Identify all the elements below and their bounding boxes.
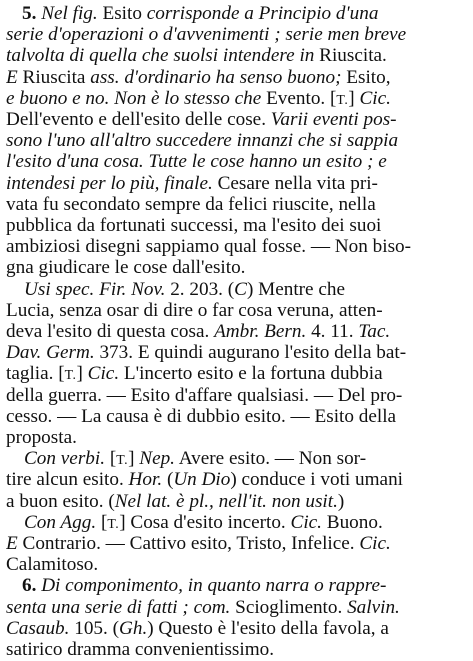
text-segment: ) bbox=[337, 490, 345, 512]
text-segment: T. bbox=[116, 452, 129, 468]
text-segment: vata fu secondato sempre da felici riuscite, nella bbox=[6, 193, 376, 215]
text-segment: 4. 11. bbox=[306, 321, 359, 342]
text-segment: ) conduce i voti umani bbox=[230, 469, 404, 491]
text-segment: Scioglimento. bbox=[230, 596, 348, 618]
text-segment: Buono. bbox=[321, 511, 383, 533]
text-segment: Cic. bbox=[87, 363, 120, 385]
text-segment: E bbox=[6, 533, 18, 554]
text-segment: T. bbox=[64, 367, 77, 383]
text-line bbox=[6, 66, 467, 89]
text-line bbox=[6, 193, 467, 216]
text-segment: 105. ( bbox=[69, 617, 119, 639]
text-segment: Hor. bbox=[128, 469, 163, 491]
text-segment: tire alcun esito. bbox=[6, 469, 129, 491]
text-segment: Cesare nella vita pri- bbox=[212, 172, 378, 194]
text-segment: Evento. [ bbox=[261, 87, 337, 109]
text-segment: 2. 203. ( bbox=[165, 278, 235, 300]
text-segment: Nel lat. è pl., nell'it. non usit. bbox=[114, 490, 338, 512]
text-segment: Riuscita bbox=[17, 66, 91, 88]
text-line bbox=[6, 468, 467, 491]
text-segment: corrisponde a Principio d'una bbox=[146, 3, 379, 24]
text-segment: Usi spec. Fir. Nov. bbox=[24, 278, 166, 300]
text-segment: e buono e no. Non è lo stesso che bbox=[6, 87, 262, 109]
text-segment: Cic. bbox=[359, 87, 391, 109]
text-line bbox=[6, 256, 467, 279]
text-segment: Cic. bbox=[290, 511, 322, 533]
text-segment: Esito bbox=[97, 3, 147, 24]
text-segment: cesso. — La causa è di dubbio esito. — Esito della bbox=[6, 405, 397, 427]
text-segment: 6. bbox=[22, 575, 42, 597]
text-line bbox=[22, 2, 467, 25]
text-line bbox=[6, 299, 467, 322]
text-line bbox=[6, 553, 467, 576]
text-line bbox=[6, 596, 467, 619]
text-segment: Casaub. bbox=[6, 617, 70, 639]
text-segment: ] bbox=[128, 448, 140, 470]
text-segment: ] bbox=[76, 363, 88, 385]
text-segment: Varii eventi pos- bbox=[270, 109, 397, 130]
text-segment: T. bbox=[107, 515, 120, 531]
text-segment: [ bbox=[96, 511, 108, 533]
text-segment: ) Mentre che bbox=[246, 278, 345, 300]
text-segment: ( bbox=[162, 469, 174, 491]
text-segment: C bbox=[234, 278, 247, 300]
text-segment: Lucia, senza osar di dire o far cosa veruna, atten- bbox=[6, 299, 383, 321]
text-segment: Calamitoso. bbox=[6, 554, 99, 576]
text-line bbox=[24, 511, 467, 534]
text-segment: Tac. bbox=[358, 321, 391, 342]
text-segment: [ bbox=[105, 448, 117, 470]
text-line bbox=[24, 447, 467, 470]
text-segment: taglia. [ bbox=[6, 363, 65, 385]
text-line bbox=[6, 108, 467, 131]
text-line bbox=[6, 320, 467, 343]
text-segment: a buon esito. ( bbox=[6, 490, 115, 512]
text-line bbox=[6, 384, 467, 407]
text-line bbox=[6, 490, 467, 513]
text-segment: deva l'esito di questa cosa. bbox=[6, 321, 215, 342]
text-segment: intendesi per lo più, finale. bbox=[6, 172, 213, 194]
text-segment: della guerra. — Esito d'affare qualsiasi. — Del pro- bbox=[6, 384, 403, 406]
text-line bbox=[6, 129, 467, 152]
text-segment: talvolta di quella che suolsi intendere in bbox=[6, 45, 315, 67]
text-segment: serie d'operazioni o d'avvenimenti ; serie men breve bbox=[6, 24, 407, 46]
text-segment: Un Dio bbox=[173, 469, 231, 491]
text-segment: pubblica da fortunati successi, ma l'esito dei suoi bbox=[6, 215, 382, 236]
text-segment: proposta. bbox=[6, 427, 77, 448]
text-segment: Contrario. — Cattivo esito, Tristo, Infelice. bbox=[17, 533, 360, 554]
text-line bbox=[6, 87, 467, 110]
text-line bbox=[6, 362, 467, 385]
text-line bbox=[6, 405, 467, 428]
text-segment: satirico dramma convenientissimo. bbox=[6, 639, 275, 660]
text-segment: L'incerto esito e la fortuna dubbia bbox=[119, 363, 383, 385]
text-segment: Con verbi. bbox=[24, 448, 106, 470]
text-segment: E bbox=[6, 66, 18, 88]
text-segment: Riuscita. bbox=[314, 45, 387, 67]
text-line bbox=[6, 214, 467, 237]
text-segment: Ambr. Bern. bbox=[214, 321, 307, 342]
text-segment: ] Cosa d'esito incerto. bbox=[119, 511, 291, 533]
text-segment: Gh. bbox=[119, 617, 148, 639]
text-segment: ambiziosi disegni sappiamo qual fosse. — Non biso- bbox=[6, 236, 412, 258]
text-segment: Dav. Germ. bbox=[6, 342, 95, 364]
text-segment: 373. E quindi augurano l'esito della bat- bbox=[94, 342, 407, 364]
text-line bbox=[6, 638, 467, 661]
text-segment: ass. d'ordinario ha senso buono; bbox=[90, 66, 342, 88]
text-line bbox=[6, 23, 467, 46]
text-segment: senta una serie di fatti ; com. bbox=[6, 596, 231, 618]
text-segment: ) Questo è l'esito della favola, a bbox=[147, 617, 389, 639]
text-line bbox=[22, 574, 467, 597]
text-segment: Salvin. bbox=[347, 596, 400, 618]
text-segment: Di componimento, in quanto narra o rappre- bbox=[41, 575, 387, 597]
text-segment: gna giudicare le cose dall'esito. bbox=[6, 257, 246, 279]
text-line bbox=[6, 426, 467, 449]
text-segment: 5. bbox=[22, 3, 42, 24]
text-line bbox=[6, 150, 467, 173]
text-line bbox=[6, 617, 467, 640]
text-line bbox=[6, 44, 467, 67]
text-segment: Con Agg. bbox=[24, 511, 97, 533]
text-segment: ] bbox=[348, 87, 360, 109]
text-line bbox=[6, 341, 467, 364]
text-segment: Avere esito. — Non sor- bbox=[174, 448, 367, 470]
text-segment: Cic. bbox=[359, 533, 391, 554]
text-segment: Nep. bbox=[139, 448, 175, 470]
text-line bbox=[6, 532, 467, 555]
text-segment: Nel fig. bbox=[41, 3, 98, 24]
text-segment: l'esito d'una cosa. Tutte le cose hanno un esito ; e bbox=[6, 151, 387, 173]
text-line bbox=[6, 172, 467, 195]
text-segment: T. bbox=[336, 91, 349, 107]
text-line bbox=[24, 278, 467, 301]
text-line bbox=[6, 235, 467, 258]
text-segment: sono l'uno all'altro succedere innanzi che si sappia bbox=[6, 130, 399, 152]
text-segment: Esito, bbox=[341, 66, 391, 88]
text-segment: Dell'evento e dell'esito delle cose. bbox=[6, 109, 271, 130]
